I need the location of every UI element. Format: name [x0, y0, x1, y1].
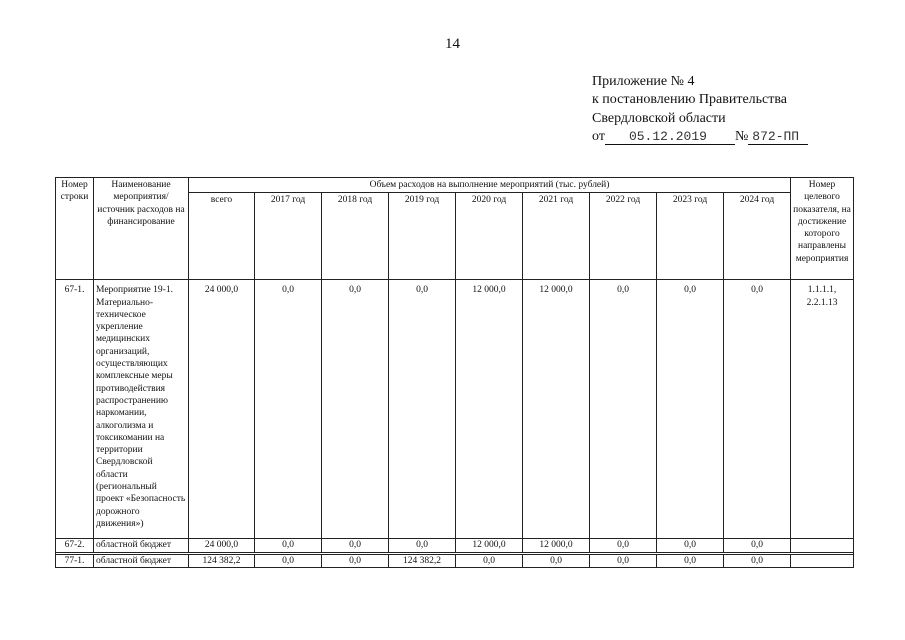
table-row	[56, 280, 854, 539]
header-target: Номер целевого показателя, на достижение которого направлены мероприятия	[791, 178, 854, 280]
cell-2022: 0,0	[590, 280, 657, 539]
cell-target	[791, 554, 854, 567]
cell-2019: 124 382,2	[389, 554, 456, 567]
header-row-number: Номер строки	[56, 178, 94, 280]
appendix-date-number	[592, 128, 892, 146]
table-row	[56, 554, 854, 567]
resolution-number: 872-ПП	[748, 130, 808, 145]
row-name: областной бюджет	[94, 554, 189, 567]
cell-2023: 0,0	[657, 539, 724, 552]
cell-total: 124 382,2	[189, 554, 255, 567]
cell-2024: 0,0	[724, 539, 791, 552]
cell-2021: 0,0	[523, 554, 590, 567]
row-name: Мероприятие 19-1. Материально-техническое укрепление медицинских организаций, осуществляющих комплексные меры противодействия распространению наркомании, алкоголизма и токсикомании на территории Свердловской области (региональный проект «Безопасность дорожного движения»)	[94, 280, 189, 539]
appendix-region: Свердловской области	[592, 110, 726, 126]
header-total: всего	[189, 193, 255, 280]
cell-2019: 0,0	[389, 280, 456, 539]
cell-2024: 0,0	[724, 554, 791, 567]
expenses-table	[55, 177, 854, 568]
cell-2023: 0,0	[657, 554, 724, 567]
appendix-title: Приложение № 4	[592, 74, 695, 89]
cell-2021: 12 000,0	[523, 539, 590, 552]
header-year-2019: 2019 год	[389, 193, 456, 280]
header-year-2017: 2017 год	[255, 193, 322, 280]
from-label: от	[592, 128, 605, 144]
number-label: №	[734, 128, 749, 144]
cell-target: 1.1.1.1, 2.2.1.13	[791, 280, 854, 539]
cell-2017: 0,0	[255, 539, 322, 552]
cell-2022: 0,0	[590, 539, 657, 552]
cell-2018: 0,0	[322, 554, 389, 567]
cell-2017: 0,0	[255, 280, 322, 539]
cell-2020: 12 000,0	[456, 539, 523, 552]
table-row	[56, 539, 854, 552]
header-volume: Объем расходов на выполнение мероприятий (тыс. рублей)	[189, 178, 791, 193]
cell-2020: 12 000,0	[456, 280, 523, 539]
cell-2019: 0,0	[389, 539, 456, 552]
row-name: областной бюджет	[94, 539, 189, 552]
appendix-heading	[592, 73, 892, 146]
appendix-resolution: к постановлению Правительства	[592, 92, 788, 108]
header-year-2022: 2022 год	[590, 193, 657, 280]
cell-2024: 0,0	[724, 280, 791, 539]
cell-total: 24 000,0	[189, 539, 255, 552]
cell-total: 24 000,0	[189, 280, 255, 539]
row-number: 67-1.	[56, 280, 94, 539]
cell-2018: 0,0	[322, 280, 389, 539]
cell-2022: 0,0	[590, 554, 657, 567]
header-year-2024: 2024 год	[724, 193, 791, 280]
row-number: 67-2.	[56, 539, 94, 552]
header-year-2018: 2018 год	[322, 193, 389, 280]
cell-target	[791, 539, 854, 552]
cell-2017: 0,0	[255, 554, 322, 567]
row-number: 77-1.	[56, 554, 94, 567]
resolution-date: 05.12.2019	[605, 130, 735, 145]
header-year-2020: 2020 год	[456, 193, 523, 280]
cell-2021: 12 000,0	[523, 280, 590, 539]
header-year-2023: 2023 год	[657, 193, 724, 280]
cell-2020: 0,0	[456, 554, 523, 567]
page-number: 14	[445, 36, 460, 52]
cell-2018: 0,0	[322, 539, 389, 552]
cell-2023: 0,0	[657, 280, 724, 539]
header-year-2021: 2021 год	[523, 193, 590, 280]
header-name: Наименование мероприятия/ источник расходов на финансирование	[94, 178, 189, 280]
